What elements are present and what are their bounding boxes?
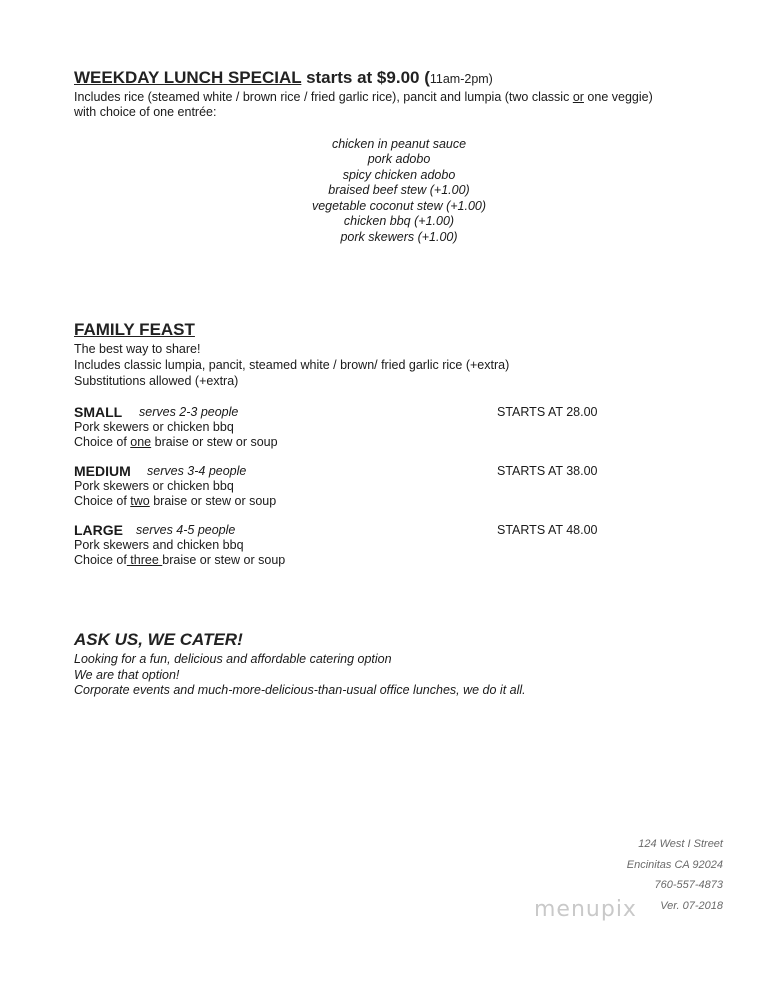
choice-suffix: braise or stew or soup [162, 553, 286, 567]
cater-line: We are that option! [74, 668, 180, 682]
menu-version: Ver. 07-2018 [660, 900, 723, 912]
size-choice-medium [74, 494, 276, 508]
entree-item: spicy chicken adobo [342, 168, 456, 182]
entree-item: vegetable coconut stew (+1.00) [311, 199, 487, 213]
address-city: Encinitas CA 92024 [626, 859, 723, 871]
lunch-description-line-1 [74, 90, 653, 104]
cater-title: ASK US, WE CATER! [74, 630, 243, 649]
lunch-desc-text: Includes rice (steamed white / brown rice / fried garlic rice), pancit and lumpia (two classic [74, 90, 573, 104]
size-line-large: Pork skewers and chicken bbq [74, 538, 244, 552]
menupix-watermark: menupix [534, 897, 637, 922]
entree-item: pork adobo [367, 152, 431, 166]
size-price-large: STARTS AT 48.00 [497, 523, 598, 537]
cater-line: Corporate events and much-more-delicious-than-usual office lunches, we do it all. [74, 683, 526, 697]
feast-line: The best way to share! [74, 342, 201, 356]
size-choice-small [74, 435, 278, 449]
lunch-title: WEEKDAY LUNCH SPECIAL [74, 68, 302, 87]
address-street: 124 West I Street [638, 838, 723, 850]
entree-item: braised beef stew (+1.00) [328, 183, 470, 197]
entree-item: chicken in peanut sauce [331, 137, 467, 151]
feast-line: Includes classic lumpia, pancit, steamed white / brown/ fried garlic rice (+extra) [74, 358, 510, 372]
address-phone: 760-557-4873 [654, 879, 723, 891]
size-line-medium: Pork skewers or chicken bbq [74, 479, 234, 493]
lunch-price: starts at $9.00 ( [301, 68, 430, 87]
size-name-medium: MEDIUM [74, 463, 131, 479]
size-name-large: LARGE [74, 522, 123, 538]
lunch-desc-text-end: one veggie) [583, 90, 653, 104]
lunch-heading [74, 68, 493, 88]
entree-item: pork skewers (+1.00) [340, 230, 458, 244]
size-serves-medium: serves 3-4 people [147, 464, 247, 478]
lunch-description-line-2: with choice of one entrée: [74, 105, 217, 119]
feast-title: FAMILY FEAST [74, 320, 195, 339]
cater-line: Looking for a fun, delicious and affordable catering option [74, 652, 392, 666]
choice-prefix: Choice of [74, 435, 131, 449]
choice-suffix: braise or stew or soup [149, 494, 277, 508]
size-choice-large [74, 553, 285, 567]
feast-line: Substitutions allowed (+extra) [74, 374, 239, 388]
choice-count: two [130, 494, 150, 508]
choice-prefix: Choice of [74, 494, 131, 508]
size-serves-small: serves 2-3 people [139, 405, 239, 419]
choice-suffix: braise or stew or soup [151, 435, 278, 449]
lunch-desc-or: or [572, 90, 584, 104]
size-name-small: SMALL [74, 404, 123, 420]
size-serves-large: serves 4-5 people [136, 523, 236, 537]
choice-count: one [130, 435, 152, 449]
choice-count: three [126, 553, 163, 567]
size-price-medium: STARTS AT 38.00 [497, 464, 598, 478]
choice-prefix: Choice of [74, 553, 127, 567]
size-line-small: Pork skewers or chicken bbq [74, 420, 234, 434]
size-price-small: STARTS AT 28.00 [497, 405, 598, 419]
lunch-hours: 11am-2pm) [429, 72, 493, 86]
entree-item: chicken bbq (+1.00) [343, 214, 455, 228]
